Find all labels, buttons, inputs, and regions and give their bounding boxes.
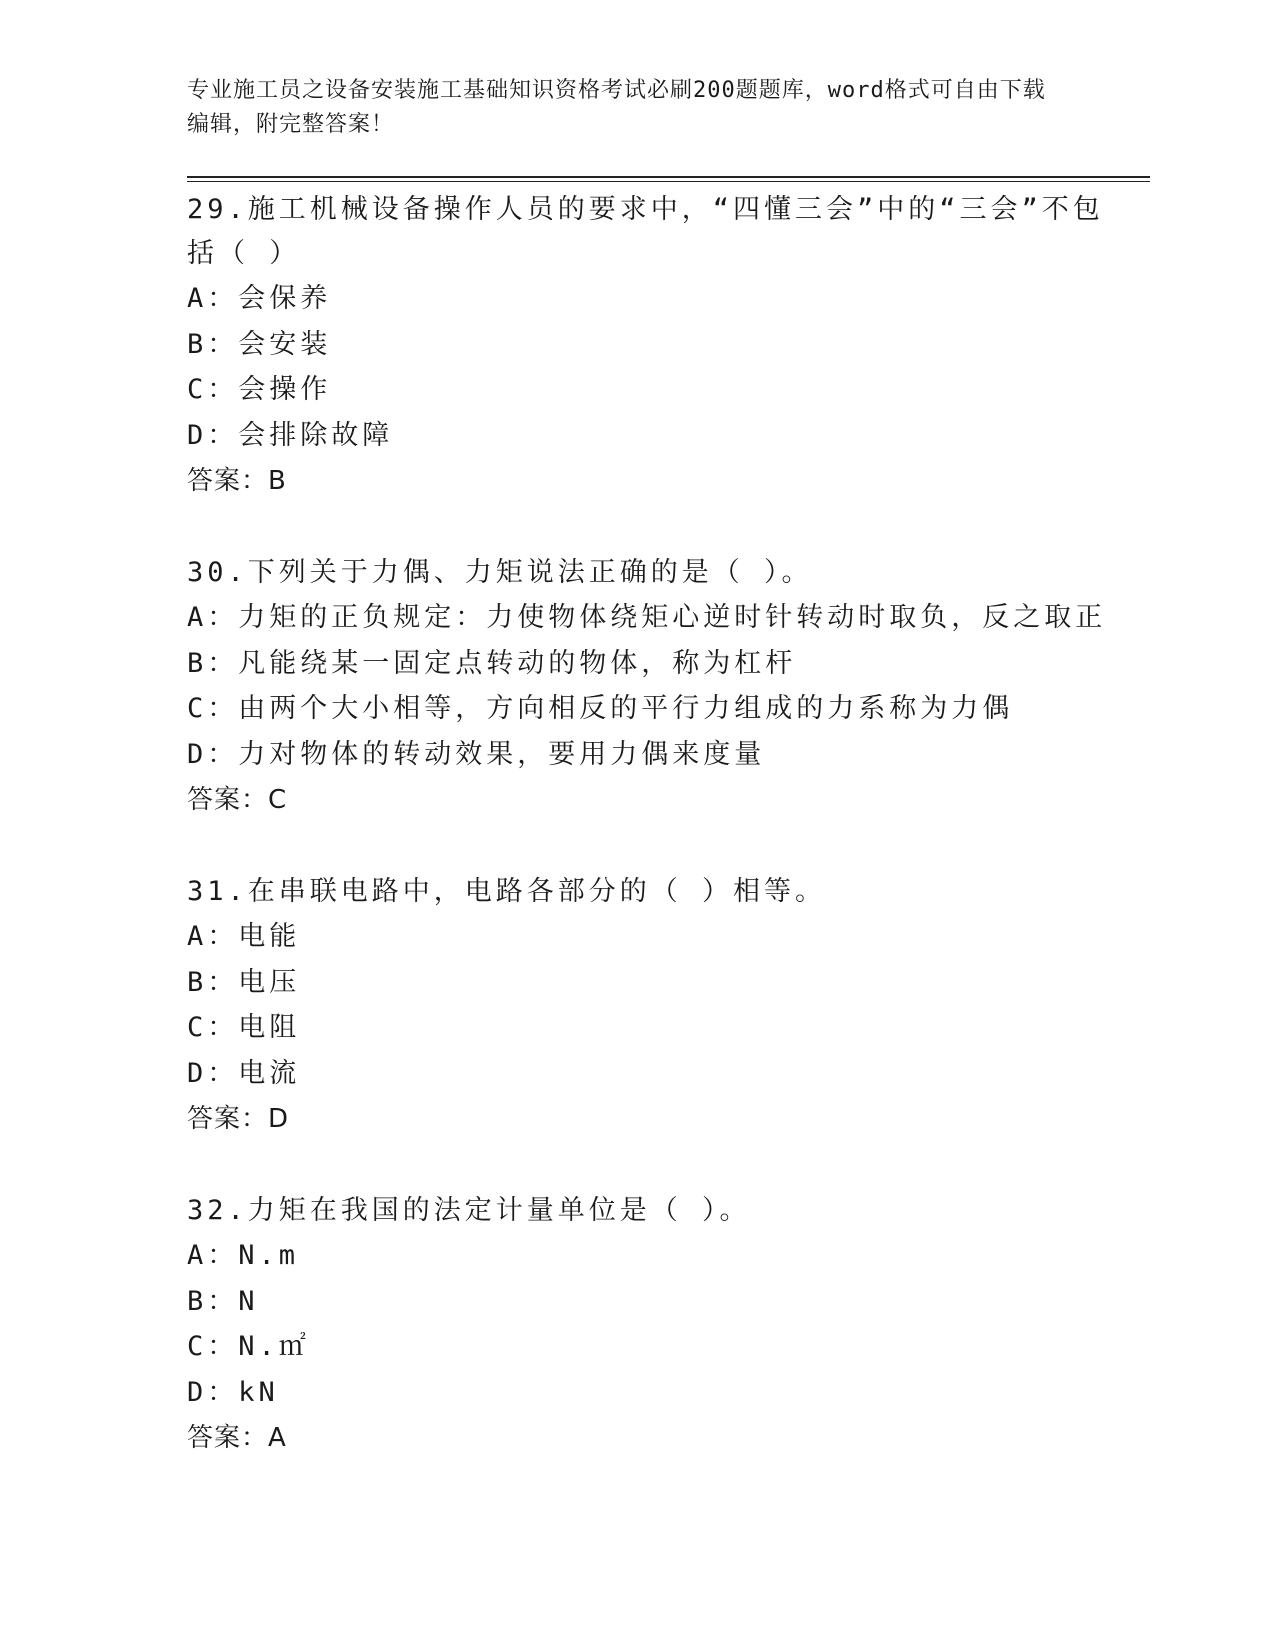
option-d: D：kN <box>187 1376 279 1408</box>
question-stem: 30.下列关于力偶、力矩说法正确的是（ ）。 <box>187 557 813 588</box>
option-a: A：电能 <box>187 921 301 952</box>
option-d: D：力对物体的转动效果，要用力偶来度量 <box>187 738 766 770</box>
option-b: B：N <box>187 1285 259 1317</box>
document-title: 专业施工员之设备安装施工基础知识资格考试必刷200题题库，word格式可自由下载编辑，附完整答案！ <box>187 78 1046 137</box>
question-list <box>187 188 1107 1508</box>
question-stem: 32.力矩在我国的法定计量单位是（ ）。 <box>187 1195 751 1226</box>
option-a: A：力矩的正负规定：力使物体绕矩心逆时针转动时取负，反之取正 <box>187 602 1107 633</box>
question-31 <box>187 870 1107 1142</box>
question-32 <box>187 1189 1107 1461</box>
option-c: C：N.㎡ <box>187 1331 310 1362</box>
question-30 <box>187 551 1107 823</box>
option-d: D：会排除故障 <box>187 419 394 451</box>
answer-line: 答案：D <box>187 1104 290 1134</box>
option-b: B：凡能绕某一固定点转动的物体，称为杠杆 <box>187 647 797 679</box>
document-header <box>187 74 1067 142</box>
option-b: B：会安装 <box>187 328 332 360</box>
answer-line: 答案：C <box>187 785 288 815</box>
question-stem: 31.在串联电路中，电路各部分的（ ）相等。 <box>187 876 827 907</box>
question-29 <box>187 188 1107 504</box>
option-c: C：由两个大小相等，方向相反的平行力组成的力系称为力偶 <box>187 693 1014 724</box>
header-divider <box>187 176 1150 182</box>
question-stem: 29.施工机械设备操作人员的要求中，“四懂三会”中的“三会”不包括（ ） <box>187 194 1104 269</box>
option-d: D：电流 <box>187 1057 301 1089</box>
option-c: C：电阻 <box>187 1012 301 1043</box>
answer-line: 答案：A <box>187 1423 287 1453</box>
option-c: C：会操作 <box>187 374 332 405</box>
answer-line: 答案：B <box>187 466 287 496</box>
option-a: A：会保养 <box>187 283 332 314</box>
option-b: B：电压 <box>187 966 301 998</box>
option-a: A：N.m <box>187 1240 300 1271</box>
